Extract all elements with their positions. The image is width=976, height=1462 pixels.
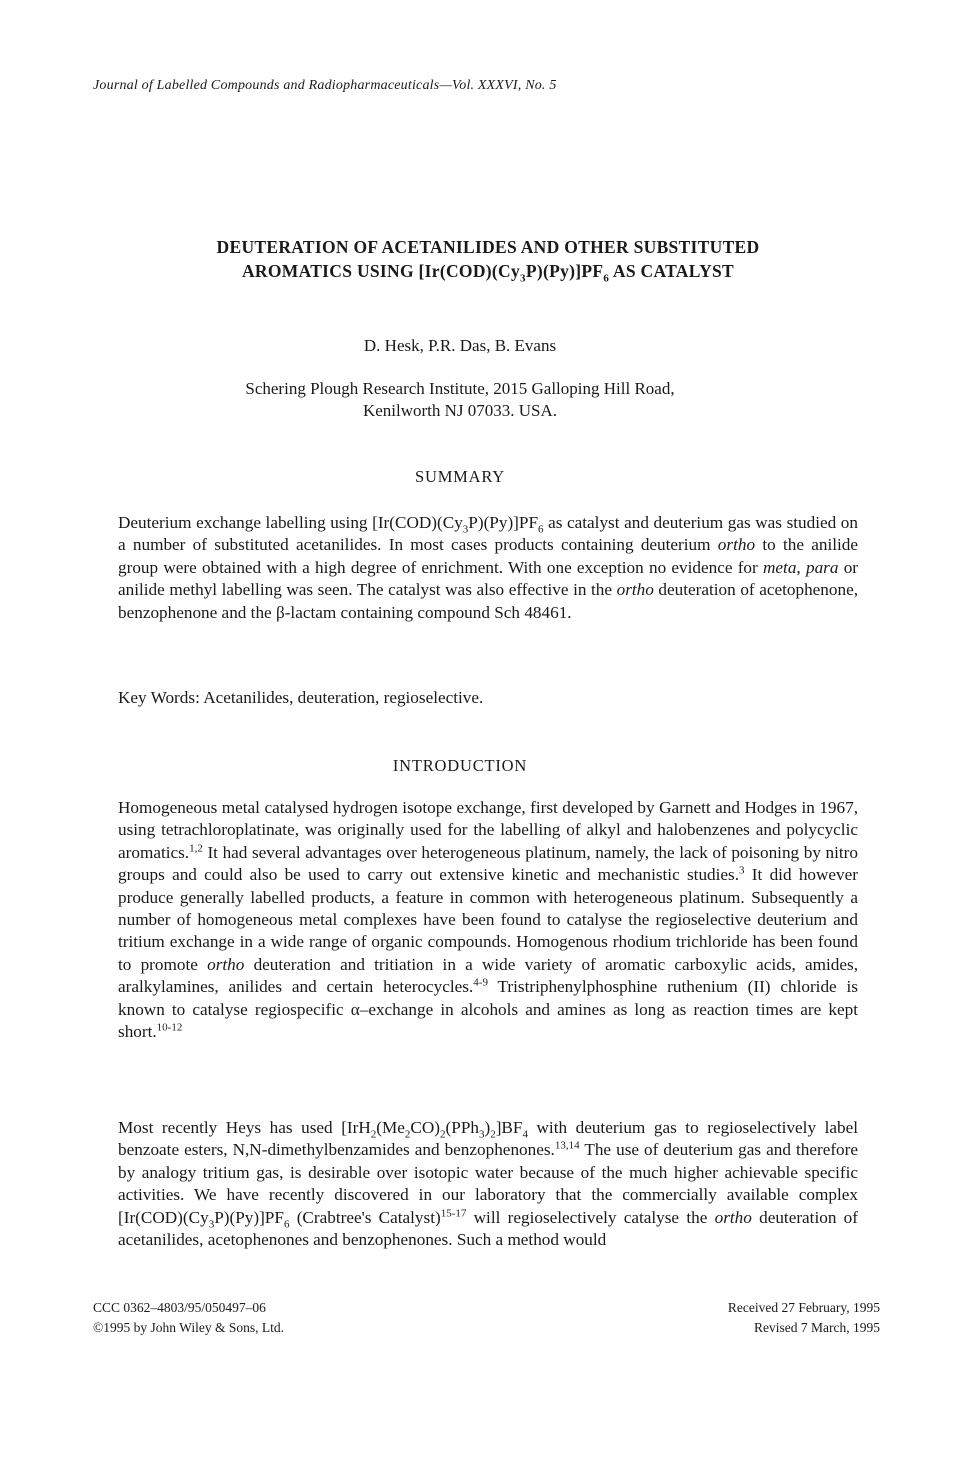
title-line-1: DEUTERATION OF ACETANILIDES AND OTHER SUBSTITUTED (216, 237, 760, 257)
received-date: Received 27 February, 1995 (727, 1300, 880, 1315)
key-words: Key Words: Acetanilides, deuteration, regioselective. (118, 688, 484, 707)
running-header: Journal of Labelled Compounds and Radiopharmaceuticals—Vol. XXXVI, No. 5 (93, 78, 557, 93)
copyright: ©1995 by John Wiley & Sons, Ltd. (93, 1320, 284, 1335)
authors: D. Hesk, P.R. Das, B. Evans (363, 336, 557, 355)
introduction-paragraph-2: Most recently Heys has used $[IrH_2(Me_2CO)_2(PPh_3)_2]BF_4$ with deuterium gas to regioselectively label benzoate esters, N,N-dimethylbenzamides and benzophenones.$^{13,14}$ The use of deuterium gas and therefore by analogy tritium gas, is desirable over isotopic water because of the much higher achievable specific activities. We have recently discovered in our laboratory that the commercially available complex $[Ir(COD)(Cy_3P)(Py)]PF_6$ (Crabtree's Catalyst)$^{15-17}$ will regioselectively catalyse the ortho deuteration of acetanilides, acetophenones and benzophenones. Such a method would (118, 1118, 858, 1250)
footer-right (728, 1298, 880, 1338)
title-line-2: AROMATICS USING $[Ir(COD)(Cy_3P)(Py)]PF_6$ AS CATALYST (241, 261, 735, 285)
affiliation-line-1: Schering Plough Research Institute, 2015 Galloping Hill Road, (245, 379, 675, 398)
introduction-paragraph-1: Homogeneous metal catalysed hydrogen isotope exchange, first developed by Garnett and Hodges in 1967, using tetrachloroplatinate, was originally used for the labelling of alkyl and halobenzenes and polycyclic aromatics.$^{1,2}$ It had several advantages over heterogeneous platinum, namely, the lack of poisoning by nitro groups and could also be used to carry out extensive kinetic and mechanistic studies.$^3$ It did however produce generally labelled products, a feature in common with heterogeneous platinum. Subsequently a number of homogeneous metal complexes have been found to catalyse the regioselective deuterium and tritium exchange in a wide range of organic compounds. Homogenous rhodium trichloride has been found to promote ortho deuteration and tritiation in a wide variety of aromatic carboxylic acids, amides, aralkylamines, anilides and certain heterocycles.$^{4-9}$ Tristriphenylphosphine ruthenium (II) chloride is known to catalyse regiospecific α–exchange in alcohols and amines as long as reaction times are kept short.$^{10-12}$ (118, 798, 858, 1042)
revised-date: Revised 7 March, 1995 (754, 1320, 880, 1335)
paper-title (100, 235, 876, 283)
summary-heading: SUMMARY (415, 467, 505, 486)
summary-paragraph: Deuterium exchange labelling using $[Ir(COD)(Cy_3P)(Py)]PF_6$ as catalyst and deuterium gas was studied on a number of substituted acetanilides. In most cases products containing deuterium ortho to the anilide group were obtained with a high degree of enrichment. With one exception no evidence for meta, para or anilide methyl labelling was seen. The catalyst was also effective in the ortho deuteration of acetophenone, benzophenone and the β-lactam containing compound Sch 48461. (118, 513, 859, 622)
introduction-heading: INTRODUCTION (392, 756, 528, 775)
affiliation-line-2: Kenilworth NJ 07033. USA. (362, 401, 558, 420)
footer-left (93, 1298, 284, 1338)
ccc-code: CCC 0362–4803/95/050497–06 (93, 1300, 266, 1315)
affiliation (0, 378, 920, 422)
